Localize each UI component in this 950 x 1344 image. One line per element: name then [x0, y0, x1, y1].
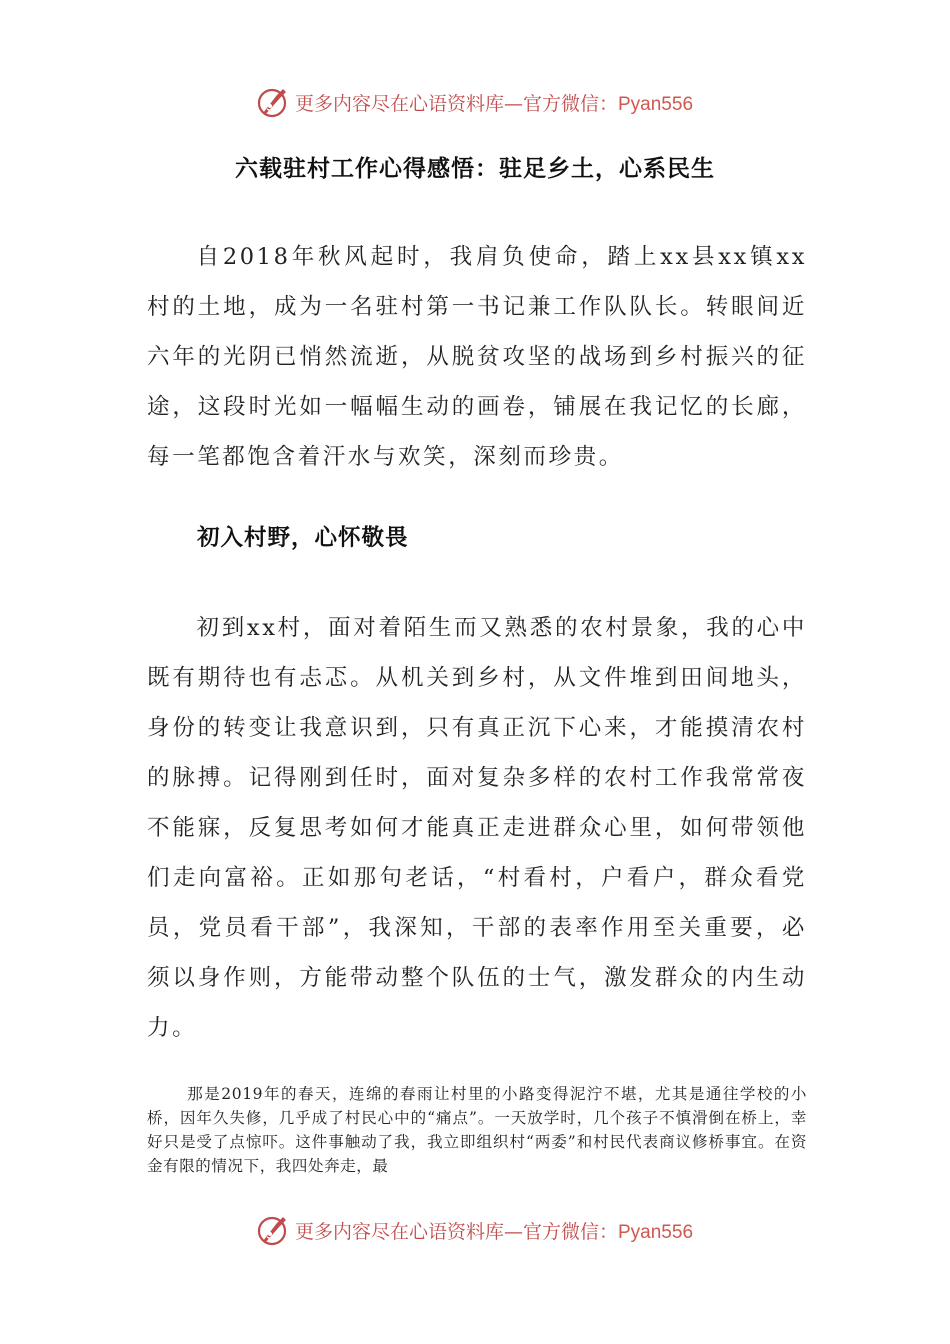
- paragraph-section-1: 初到xx村，面对着陌生而又熟悉的农村景象，我的心中既有期待也有忐忑。从机关到乡村，从文件堆到田间地头，身份的转变让我意识到，只有真正沉下心来，才能摸清农村的脉搏。记得刚到任时，面对复杂多样的农村工作我常常夜不能寐，反复思考如何才能真正走进群众心里，如何带领他们走向富裕。正如那句老话，“村看村，户看户，群众看党员，党员看干部”，我深知，干部的表率作用至关重要，必须以身作则，方能带动整个队伍的士气，激发群众的内生动力。: [147, 615, 807, 1041]
- banner-text: 更多内容尽在心语资料库—官方微信：Pyan556: [294, 92, 694, 115]
- wechat-id: Pyan556: [618, 93, 694, 115]
- pen-nib-logo-icon: [257, 1213, 291, 1247]
- footer-banner: [0, 1210, 950, 1250]
- page-title: 六载驻村工作心得感悟：驻足乡土，心系民生: [235, 155, 715, 182]
- paragraph-intro: 自2018年秋风起时，我肩负使命，踏上xx县xx镇xx村的土地，成为一名驻村第一书记兼工作队队长。转眼间近六年的光阴已悄然流逝，从脱贫攻坚的战场到乡村振兴的征途，这段时光如一幅幅生动的画卷，铺展在我记忆的长廊，每一笔都饱含着汗水与欢笑，深刻而珍贵。: [147, 244, 807, 470]
- banner-text: 更多内容尽在心语资料库—官方微信：Pyan556: [294, 1220, 694, 1243]
- wechat-id: Pyan556: [618, 1221, 694, 1243]
- header-banner: [0, 82, 950, 122]
- pen-nib-logo-icon: [257, 85, 291, 119]
- paragraph-bridge-story: 那是2019年的春天，连绵的春雨让村里的小路变得泥泞不堪，尤其是通往学校的小桥，因年久失修，几乎成了村民心中的“痛点”。一天放学时，几个孩子不慎滑倒在桥上，幸好只是受了点惊吓。这件事触动了我，我立即组织村“两委”和村民代表商议修桥事宜。在资金有限的情况下，我四处奔走，最: [147, 1085, 807, 1175]
- section-heading: 初入村野，心怀敬畏: [197, 525, 409, 551]
